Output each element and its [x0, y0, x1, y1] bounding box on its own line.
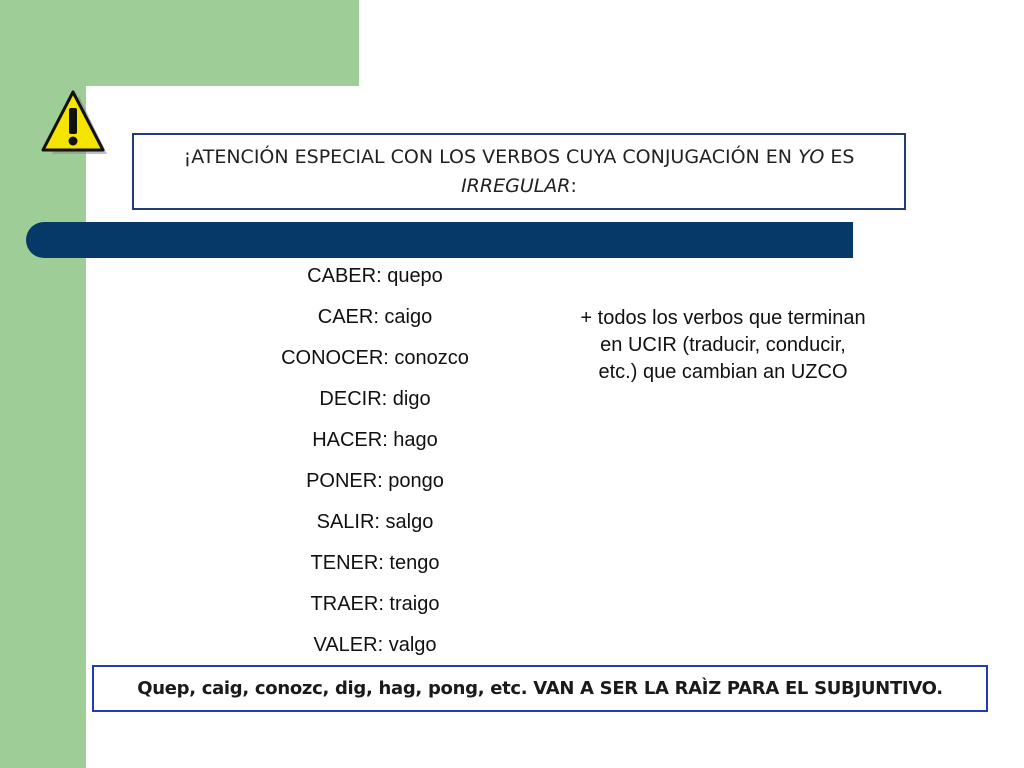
title-irregular: IRREGULAR — [461, 174, 571, 197]
slide-title — [134, 143, 904, 201]
ucir-note: + todos los verbos que terminan en UCIR (traducir, conducir, etc.) que cambian an UZCO — [580, 307, 866, 383]
verb-item: CONOCER: conozco — [281, 347, 469, 369]
title-yo: YO — [798, 145, 825, 168]
verb-item: DECIR: digo — [319, 388, 431, 410]
verb-item: TENER: tengo — [310, 552, 440, 574]
subjunctive-note: Quep, caig, conozc, dig, hag, pong, etc. VAN A SER LA RAÌZ PARA EL SUBJUNTIVO. — [137, 678, 943, 699]
verb-item: PONER: pongo — [306, 470, 444, 492]
title-box — [132, 133, 906, 210]
subjunctive-note-box — [92, 665, 988, 712]
verb-item: CAER: caigo — [317, 306, 433, 328]
verb-item: TRAER: traigo — [310, 593, 440, 615]
verb-list — [240, 259, 510, 669]
warning-icon — [40, 90, 110, 158]
verb-item: CABER: quepo — [307, 265, 443, 287]
top-green-band — [86, 0, 359, 86]
title-text-part: ¡ATENCIÓN ESPECIAL CON LOS VERBOS CUYA CONJUGACIÓN EN — [183, 145, 799, 168]
verb-item: HACER: hago — [312, 429, 438, 451]
navy-divider-bar — [26, 222, 853, 258]
title-text-part: ES — [824, 145, 855, 168]
title-text-part: : — [570, 174, 577, 197]
verb-item: VALER: valgo — [313, 634, 437, 656]
verb-item: SALIR: salgo — [316, 511, 434, 533]
